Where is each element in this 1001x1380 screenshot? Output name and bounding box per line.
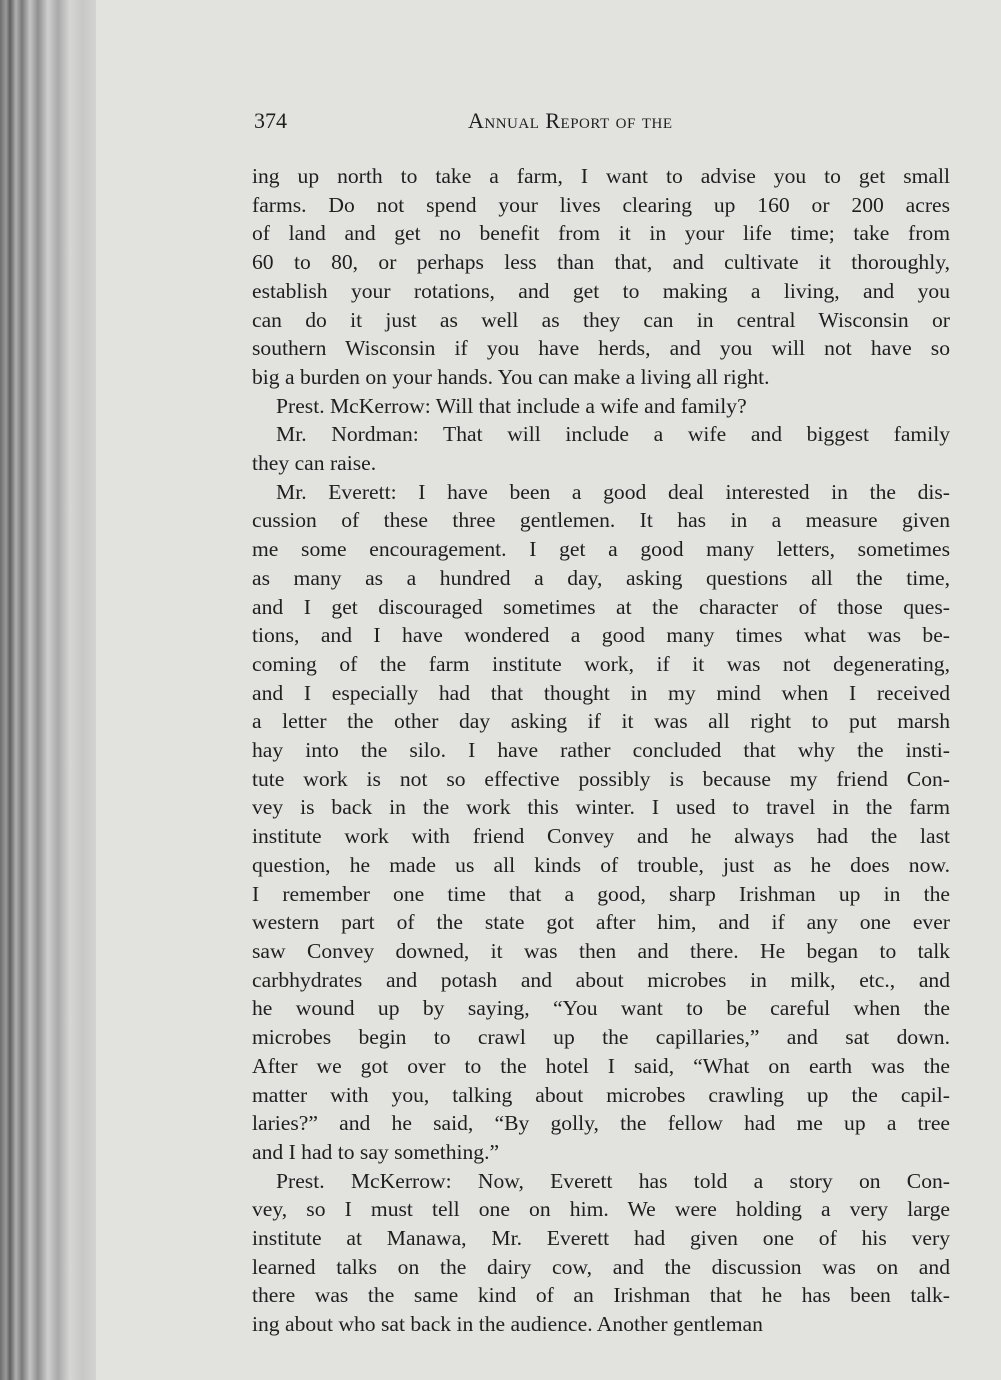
text-line: vey is back in the work this winter. I used to travel in the farm [252,795,950,820]
text-line: southern Wisconsin if you have herds, and you will not have so [252,336,950,361]
text-line: institute work with friend Convey and he always had the last [252,824,950,849]
text-line: carbhydrates and potash and about microbes in milk, etc., and [252,967,950,992]
text-line: ing about who sat back in the audience. Another gentleman [252,1312,763,1337]
text-line: of land and get no benefit from it in your life time; take from [252,221,950,246]
text-line: they can raise. [252,451,377,476]
text-line: cussion of these three gentlemen. It has in a measure given [252,508,950,533]
text-line: big a burden on your hands. You can make a living all right. [252,364,770,389]
text-line: as many as a hundred a day, asking questions all the time, [252,565,950,590]
text-line: 60 to 80, or perhaps less than that, and cultivate it thoroughly, [252,250,950,275]
text-line: matter with you, talking about microbes crawling up the capil- [252,1082,950,1107]
text-line: western part of the state got after him, and if any one ever [252,910,950,935]
text-line: microbes begin to crawl up the capillaries,” and sat down. [252,1025,950,1050]
text-line: me some encouragement. I get a good many letters, sometimes [252,537,950,562]
paragraph [252,1167,950,1339]
text-line: vey, so I must tell one on him. We were holding a very large [252,1197,950,1222]
text-line: a letter the other day asking if it was all right to put marsh [252,709,950,734]
text-line: Mr. Everett: I have been a good deal interested in the dis- [276,479,950,504]
body-text [252,162,950,1339]
text-line: saw Convey downed, it was then and there. He began to talk [252,938,950,963]
text-line: can do it just as well as they can in central Wisconsin or [252,307,950,332]
text-line: Mr. Nordman: That will include a wife and biggest family [276,422,950,447]
text-line: After we got over to the hotel I said, “What on earth was the [252,1053,950,1078]
running-title: Annual Report of the [468,108,673,133]
paragraph [252,420,950,477]
text-line: Prest. McKerrow: Will that include a wife and family? [276,393,747,418]
text-line: establish your rotations, and get to making a living, and you [252,278,950,303]
text-line: coming of the farm institute work, if it was not degenerating, [252,651,950,676]
text-line: tute work is not so effective possibly is because my friend Con- [252,766,950,791]
text-line: he wound up by saying, “You want to be careful when the [252,996,950,1021]
text-line: institute at Manawa, Mr. Everett had given one of his very [252,1226,950,1251]
book-binding-shadow [0,0,110,1380]
paragraph [252,478,950,1167]
page-number: 374 [254,108,287,133]
text-line: farms. Do not spend your lives clearing up 160 or 200 acres [252,192,950,217]
text-line: I remember one time that a good, sharp Irishman up in the [252,881,950,906]
paragraph [252,392,950,421]
text-line: and I especially had that thought in my mind when I received [252,680,950,705]
text-line: and I get discouraged sometimes at the character of those ques- [252,594,950,619]
text-line: ing up north to take a farm, I want to advise you to get small [252,164,950,188]
text-line: hay into the silo. I have rather concluded that why the insti- [252,738,950,763]
text-line: laries?” and he said, “By golly, the fellow had me up a tree [252,1111,950,1136]
text-line: there was the same kind of an Irishman that he has been talk- [252,1283,950,1308]
paragraph [252,162,950,392]
text-line: learned talks on the dairy cow, and the discussion was on and [252,1254,950,1279]
text-line: and I had to say something.” [252,1139,500,1164]
page-header [254,108,954,142]
text-line: tions, and I have wondered a good many times what was be- [252,623,950,648]
text-line: question, he made us all kinds of trouble, just as he does now. [252,852,950,877]
text-line: Prest. McKerrow: Now, Everett has told a story on Con- [276,1168,950,1193]
